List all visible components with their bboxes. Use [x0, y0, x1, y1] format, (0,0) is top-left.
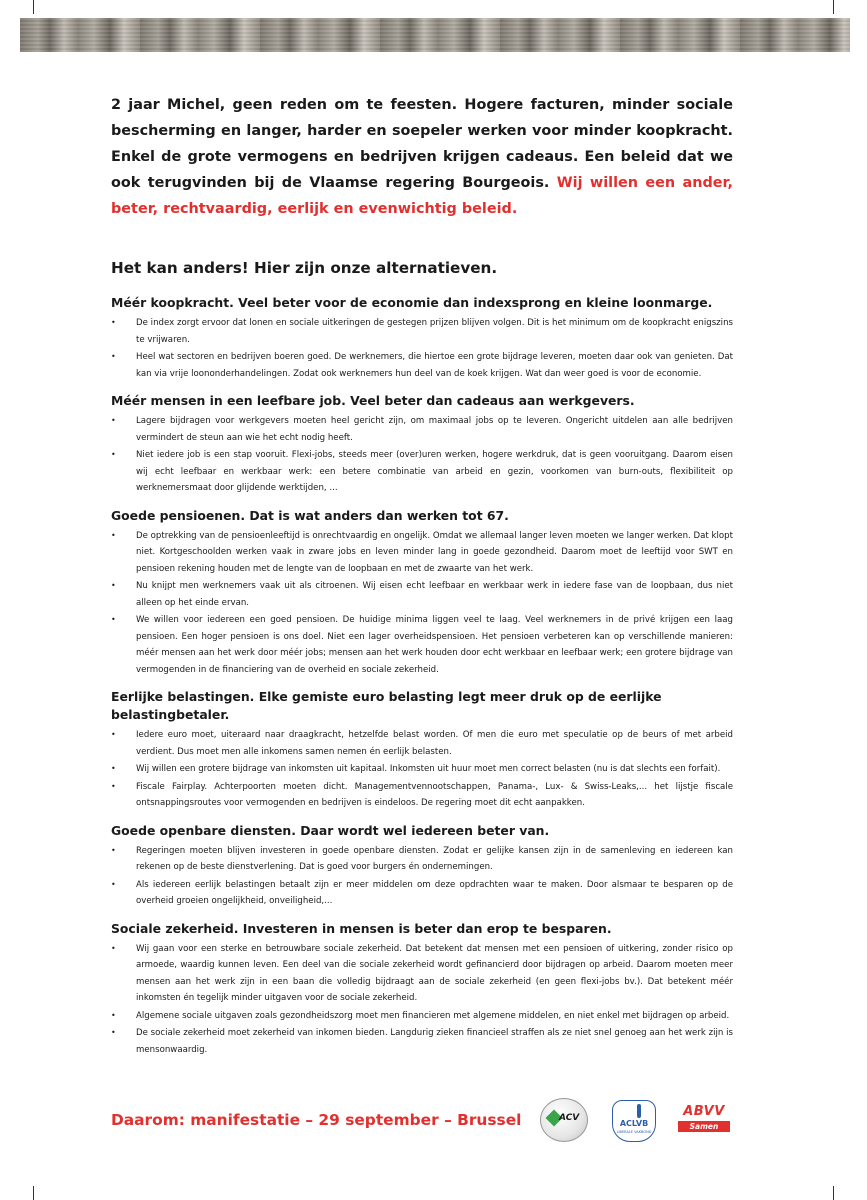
header-texture-banner [20, 18, 850, 52]
bullet-item: • Nu knijpt men werknemers vaak uit als citroenen. Wij eisen echt leefbaar en werkbaar werk in iedere fase van de loopbaan, dus niet alleen op het einde ervan. [111, 578, 733, 611]
acv-logo [540, 1098, 588, 1142]
alternatives-list [111, 294, 733, 1068]
section-title: Méér mensen in een leefbare job. Veel beter dan cadeaus aan werkgevers. [111, 393, 635, 408]
crop-mark [833, 1186, 834, 1200]
bullet-list [111, 528, 733, 679]
manifestation-call: Daarom: manifestatie – 29 september – Brussel [111, 1111, 522, 1129]
intro-text: 2 jaar Michel, geen reden om te feesten. Hogere facturen, minder sociale bescherming en langer, harder en soepeler werken voor minder koopkracht. Enkel de grote vermogens en bedrijven krijgen cadeaus. Een beleid dat we ook terugvinden bij de Vlaamse regering Bourgeois. [111, 97, 733, 191]
crop-mark [33, 1186, 34, 1200]
bullet-list [111, 413, 733, 497]
section-belastingen [111, 688, 733, 812]
acv-logo-text: ACV [559, 1113, 580, 1123]
crop-mark [833, 0, 834, 14]
aclvb-logo-subtext: LIBERALE VAKBOND [616, 1130, 652, 1134]
bullet-item: • Wij gaan voor een sterke en betrouwbare sociale zekerheid. Dat betekent dat mensen met een pensioen of uitkering, zonder risico op armoede, waardig kunnen leven. Een deel van die sociale zekerheid wordt gefinancierd door bijdragen op arbeid. Daarom moeten meer mensen aan het werk zijn in een baan die volledig bijdraagt aan de sociale zekerheid (en geen flexi-jobs bv.). Dat betekent méér inkomsten én tegelijk minder uitgaven voor de sociale zekerheid. [111, 941, 733, 1007]
abvv-logo-text: ABVV [683, 1104, 725, 1119]
bullet-item: • Fiscale Fairplay. Achterpoorten moeten dicht. Managementvennootschappen, Panama-, Lux- & Swiss-Leaks,... het lijstje fiscale ontsnappingsroutes voor vermogenden en bedrijven is eindeloos. De regering moet dit echt aanpakken. [111, 779, 733, 812]
bullet-item: • De sociale zekerheid moet zekerheid van inkomen bieden. Langdurig zieken financieel straffen als ze niet snel genoeg aan het werk zijn is mensonwaardig. [111, 1025, 733, 1058]
bullet-list [111, 315, 733, 382]
bullet-list [111, 727, 733, 812]
bullet-list [111, 941, 733, 1059]
section-title: Goede openbare diensten. Daar wordt wel iedereen beter van. [111, 822, 550, 838]
section-openbare-diensten [111, 822, 733, 910]
bullet-item: • Wij willen een grotere bijdrage van inkomsten uit kapitaal. Inkomsten uit huur moet men correct belasten (nu is dat slechts een forfait). [111, 761, 733, 778]
bullet-item: • Heel wat sectoren en bedrijven boeren goed. De werknemers, die hiertoe een grote bijdrage leveren, moeten daar ook van genieten. Dat kan via vrije loononderhandelingen. Zodat ook werknemers hun deel van de koek krijgen. Wat dan weer goed is voor de economie. [111, 349, 733, 382]
bullet-item: • Algemene sociale uitgaven zoals gezondheidszorg moet men financieren met algemene middelen, en niet enkel met bijdragen op arbeid. [111, 1008, 733, 1025]
bullet-item: • We willen voor iedereen een goed pensioen. De huidige minima liggen veel te laag. Veel werknemers in de privé krijgen een laag pensioen. Een hoger pensioen is ons doel. Niet een lager overheidspensioen. Het pensioen verbeteren kan op verschillende manieren: méér mensen aan het werk door méér jobs; mensen aan het werk houden door echt werkbaar en leefbaar werk; een grotere bijdrage van vermogenden in de financiering van de overheid en sociale zekerheid. [111, 612, 733, 678]
intro-paragraph [111, 92, 733, 222]
section-title: Méér koopkracht. Veel beter voor de economie dan indexsprong en kleine loonmarge. [111, 295, 713, 310]
aclvb-logo [612, 1100, 656, 1142]
intro-highlight: Wij willen een ander, beter, rechtvaardig, eerlijk en evenwichtig beleid. [111, 175, 733, 217]
aclvb-figure-icon [637, 1104, 641, 1118]
main-heading: Het kan anders! Hier zijn onze alternatieven. [111, 259, 498, 277]
crop-mark [33, 0, 34, 14]
bullet-item: • De index zorgt ervoor dat lonen en sociale uitkeringen de gestegen prijzen blijven volgen. Dit is het minimum om de koopkracht enigszins te vrijwaren. [111, 315, 733, 348]
bullet-item: • Regeringen moeten blijven investeren in goede openbare diensten. Zodat er gelijke kansen zijn in de samenleving en iedereen kan rekenen op de beste dienstverlening. Dat is goed voor burgers én ondernemingen. [111, 843, 733, 876]
bullet-item: • De optrekking van de pensioenleeftijd is onrechtvaardig en ongelijk. Omdat we allemaal langer leven moeten we langer werken. Dat klopt niet. Kortgeschoolden werken vaak in zware jobs en leven minder lang in goede gezondheid. Daarom moet de leeftijd voor SWT en pensioen rekening houden met de lengte van de loopbaan en met de zwaarte van het werk. [111, 528, 733, 578]
bullet-item: • Niet iedere job is een stap vooruit. Flexi-jobs, steeds meer (over)uren werken, hogere werkdruk, dat is geen vooruitgang. Daarom eisen wij echt leefbaar en werkbaar werk: een betere combinatie van arbeid en gezin, voorkomen van burn-outs, flexibiliteit op werknemersmaat door glijdende werktijden, ... [111, 447, 733, 497]
section-sociale-zekerheid [111, 920, 733, 1059]
bullet-item: • Als iedereen eerlijk belastingen betaalt zijn er meer middelen om deze opdrachten waar te maken. Door alsmaar te besparen op de overheid groeien ongelijkheid, onveiligheid,... [111, 877, 733, 910]
section-title: Goede pensioenen. Dat is wat anders dan werken tot 67. [111, 507, 509, 523]
bullet-item: • Lagere bijdragen voor werkgevers moeten heel gericht zijn, om maximaal jobs op te leveren. Ongericht uitdelen aan alle bedrijven vermindert de steun aan wie het echt nodig heeft. [111, 413, 733, 446]
section-title: Eerlijke belastingen. Elke gemiste euro belasting legt meer druk op de eerlijke belastingbetaler. [111, 689, 662, 722]
section-title: Sociale zekerheid. Investeren in mensen is beter dan erop te besparen. [111, 920, 612, 936]
abvv-logo [676, 1104, 732, 1142]
abvv-logo-tagline: Samen sterk [678, 1121, 730, 1132]
bullet-list [111, 843, 733, 910]
bullet-item: • Iedere euro moet, uiteraard naar draagkracht, hetzelfde belast worden. Of men die euro met speculatie op de beurs of met arbeid verdient. Dus moet men alle inkomens samen nemen én eerlijk belasten. [111, 727, 733, 760]
section-jobs [111, 392, 733, 497]
aclvb-logo-text: ACLVB [619, 1119, 649, 1128]
section-pensioenen [111, 507, 733, 679]
section-koopkracht [111, 294, 733, 382]
